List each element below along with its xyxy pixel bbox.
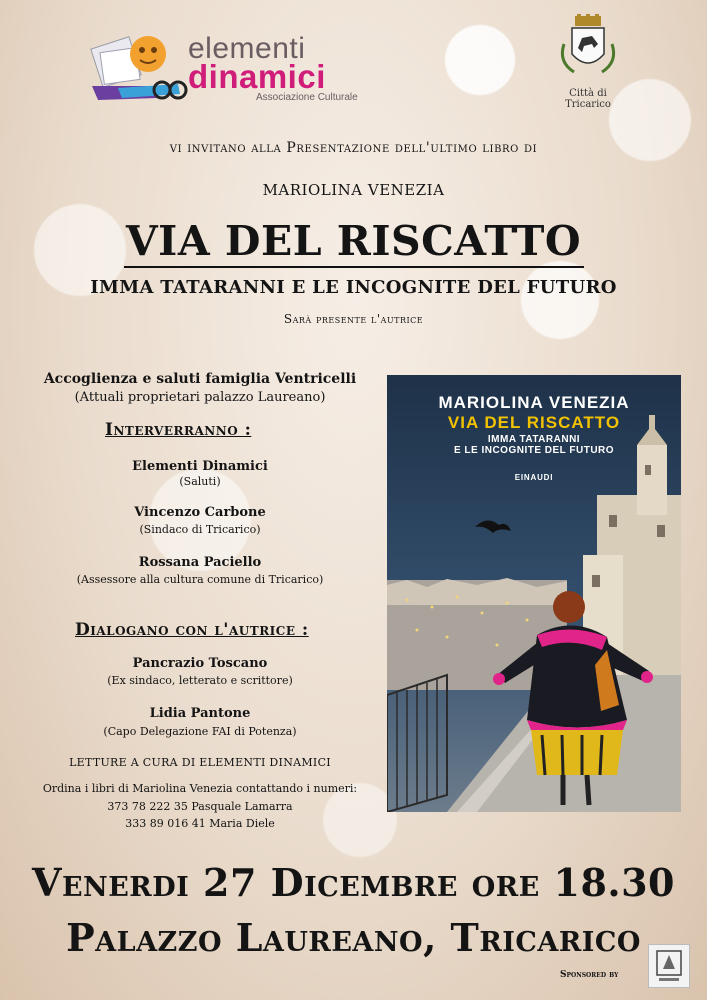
cover-author: MARIOLINA VENEZIA [438,393,630,412]
speaker-name: Elementi Dinamici [132,459,268,474]
book-title: VIA DEL RISCATTO [125,217,582,265]
order-line: Ordina i libri di Mariolina Venezia contattando i numeri: [42,782,358,795]
readings-note: LETTURE A CURA DI ELEMENTI DINAMICI [69,756,331,769]
invite-line: vi invitano alla Presentazione dell'ultimo libro di [169,140,538,156]
city-coat-of-arms-icon [552,14,624,86]
speaker-role: (Sindaco di Tricarico) [139,523,261,536]
logo-tagline: Associazione Culturale [256,92,358,103]
sponsor-logo [648,944,690,988]
logo-word-elementi: elementi [188,32,306,65]
order-phone: 373 78 222 35 Pasquale Lamarra [107,800,293,813]
welcome-note: (Attuali proprietari palazzo Laureano) [74,390,326,405]
event-venue: Palazzo Laureano, Tricarico [66,915,641,960]
order-phone: 333 89 016 41 Maria Diele [125,817,275,830]
panelist-name: Lidia Pantone [149,706,251,721]
logo-word-dinamici: dinamici [188,58,326,95]
author-name: MARIOLINA VENEZIA [262,181,445,199]
sponsored-by-label: Sponsored by [560,970,619,980]
speaker-name: Rossana Paciello [138,555,262,570]
welcome-line: Accoglienza e saluti famiglia Ventricelli [43,371,357,387]
panelist-role: (Capo Delegazione FAI di Potenza) [103,725,297,738]
city-caption: Città di Tricarico [565,88,611,110]
speaker-role: (Saluti) [179,475,221,488]
dialogue-heading: Dialogano con l'autrice : [75,620,309,640]
event-date-time: Venerdi 27 Dicembre ore 18.30 [31,860,675,905]
panelist-role: (Ex sindaco, letterato e scrittore) [107,674,293,687]
speaker-role: (Assessore alla cultura comune di Tricarico) [76,573,324,586]
panelist-name: Pancrazio Toscano [132,656,268,671]
cover-title: VIA DEL RISCATTO [447,413,621,432]
city-crest [552,14,624,110]
theatre-masks-logo-icon [88,28,188,106]
cover-subtitle-line2: E LE INCOGNITE DEL FUTURO [453,445,615,456]
speaker-name: Vincenzo Carbone [134,505,266,520]
elementi-dinamici-logo [88,28,358,106]
presence-note: Sarà presente l'autrice [283,312,424,326]
title-underline [124,266,584,268]
speakers-heading: Interverranno : [105,420,252,440]
cover-subtitle-line1: IMMA TATARANNI [487,434,581,445]
book-subtitle: IMMA TATARANNI E LE INCOGNITE DEL FUTURO [90,277,617,298]
cover-publisher: EINAUDI [514,473,554,482]
sponsor-emblem-icon [649,945,689,987]
book-cover-image [387,375,681,812]
